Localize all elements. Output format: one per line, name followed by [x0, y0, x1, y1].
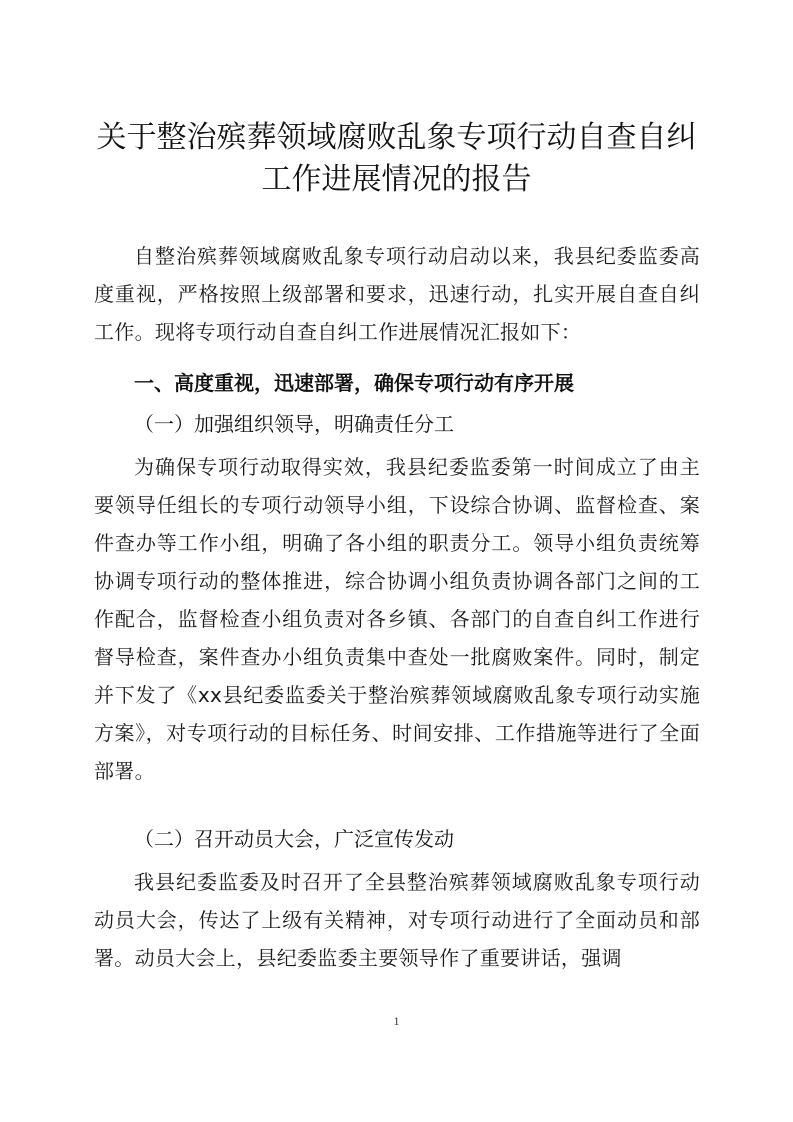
page-number: 1 [393, 1014, 400, 1028]
intro-section [94, 237, 700, 351]
intro-paragraph: 自整治殡葬领域腐败乱象专项行动启动以来，我县纪委监委高度重视，严格按照上级部署和要求，迅速行动，扎实开展自查自纠工作。现将专项行动自查自纠工作进展情况汇报如下： [94, 244, 700, 344]
subsection-1-body [94, 448, 700, 790]
subsection-1-heading: （一）加强组织领导，明确责任分工 [134, 412, 454, 436]
section-1-heading: 一、高度重视，迅速部署，确保专项行动有序开展 [134, 371, 574, 395]
document-title-line-2: 工作进展情况的报告 [261, 162, 532, 197]
document-title-line-1: 关于整治殡葬领域腐败乱象专项行动自查自纠 [96, 120, 697, 155]
subsection-1-paragraph: 为确保专项行动取得实效，我县纪委监委第一时间成立了由主要领导任组长的专项行动领导小组，下设综合协调、监督检查、案件查办等工作小组，明确了各小组的职责分工。领导小组负责统筹协调专项行动的整体推进，综合协调小组负责协调各部门之间的工作配合，监督检查小组负责对各乡镇、各部门的自查自纠工作进行督导检查，案件查办小组负责集中查处一批腐败案件。同时，制定并下发了《xx县纪委监委关于整治殡葬领域腐败乱象专项行动实施方案》，对专项行动的目标任务、时间安排、工作措施等进行了全面部署。 [94, 455, 700, 783]
subsection-2-body [94, 863, 700, 977]
subsection-2-heading: （二）召开动员大会，广泛宣传发动 [134, 827, 454, 851]
subsection-2-paragraph: 我县纪委监委及时召开了全县整治殡葬领域腐败乱象专项行动动员大会，传达了上级有关精神，对专项行动进行了全面动员和部署。动员大会上，县纪委监委主要领导作了重要讲话，强调 [94, 870, 700, 970]
